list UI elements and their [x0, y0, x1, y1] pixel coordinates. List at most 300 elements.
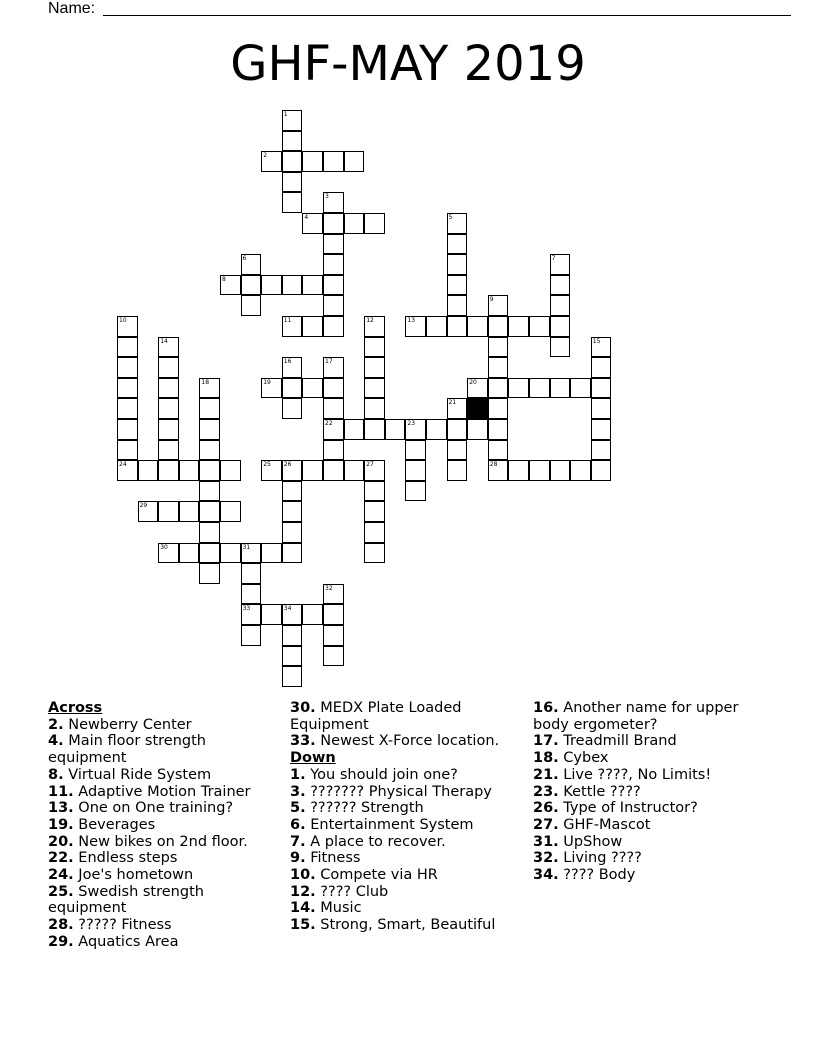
- grid-cell[interactable]: [138, 460, 159, 481]
- clue-number: 2.: [48, 716, 64, 733]
- grid-cell[interactable]: [529, 316, 550, 337]
- grid-cell[interactable]: [261, 151, 282, 172]
- grid-cell[interactable]: [282, 646, 303, 667]
- grid-cell[interactable]: [261, 543, 282, 564]
- grid-cell[interactable]: [405, 481, 426, 502]
- clue-text: Newberry Center: [63, 716, 192, 733]
- grid-cell[interactable]: [117, 419, 138, 440]
- grid-cell[interactable]: [302, 151, 323, 172]
- clue-item: [533, 850, 758, 867]
- grid-cell[interactable]: [529, 460, 550, 481]
- clue-number: 7.: [290, 833, 306, 850]
- grid-cell[interactable]: [550, 254, 571, 275]
- clue-number: 11.: [48, 783, 74, 800]
- clue-number: 20.: [48, 833, 74, 850]
- cell-number: 1: [283, 111, 288, 118]
- grid-cell[interactable]: [447, 275, 468, 296]
- cell-number: 31: [242, 543, 251, 551]
- grid-cell[interactable]: [508, 460, 529, 481]
- grid-cell[interactable]: [302, 316, 323, 337]
- clue-number: 3.: [290, 783, 306, 800]
- grid-cell[interactable]: [467, 378, 488, 399]
- grid-cell[interactable]: [241, 543, 262, 564]
- grid-cell[interactable]: [323, 604, 344, 625]
- cell-number: 18: [201, 378, 210, 386]
- grid-cell[interactable]: [199, 419, 220, 440]
- grid-cell[interactable]: [241, 295, 262, 316]
- grid-cell[interactable]: [550, 316, 571, 337]
- grid-cell[interactable]: [550, 378, 571, 399]
- grid-cell[interactable]: [261, 604, 282, 625]
- cell-number: 14: [160, 337, 168, 345]
- grid-cell[interactable]: [323, 295, 344, 316]
- grid-cell[interactable]: [199, 378, 220, 399]
- grid-cell[interactable]: [405, 440, 426, 461]
- grid-cell[interactable]: [467, 316, 488, 337]
- clue-number: 32.: [533, 850, 559, 867]
- grid-cell[interactable]: [158, 419, 179, 440]
- clue-number: 18.: [533, 750, 559, 767]
- grid-cell[interactable]: [447, 295, 468, 316]
- grid-cell[interactable]: [282, 604, 303, 625]
- grid-cell[interactable]: [199, 501, 220, 522]
- clue-number: 13.: [48, 800, 74, 817]
- cell-number: 5: [448, 214, 453, 221]
- grid-cell[interactable]: [447, 234, 468, 255]
- grid-cell[interactable]: [282, 378, 303, 399]
- grid-cell[interactable]: [302, 378, 323, 399]
- grid-cell[interactable]: [323, 625, 344, 646]
- grid-cell[interactable]: [179, 543, 200, 564]
- clue-text: Main floor strength equipment: [48, 733, 206, 767]
- grid-cell[interactable]: [323, 192, 344, 213]
- clue-text: Entertainment System: [305, 816, 474, 833]
- clue-text: ???? Club: [315, 883, 389, 900]
- clue-item: [48, 884, 273, 917]
- grid-cell[interactable]: [591, 398, 612, 419]
- grid-cell[interactable]: [591, 378, 612, 399]
- cell-number: 26: [283, 461, 292, 469]
- grid-cell[interactable]: [179, 460, 200, 481]
- grid-cell[interactable]: [323, 151, 344, 172]
- grid-cell[interactable]: [282, 501, 303, 522]
- clue-number: 25.: [48, 883, 74, 900]
- grid-cell[interactable]: [282, 192, 303, 213]
- clue-text: Endless steps: [73, 850, 178, 867]
- grid-cell[interactable]: [241, 584, 262, 605]
- grid-cell[interactable]: [488, 357, 509, 378]
- clue-item: [290, 733, 515, 750]
- cell-number: 6: [242, 255, 247, 263]
- grid-cell[interactable]: [364, 316, 385, 337]
- clues-column-1: [48, 700, 273, 951]
- clue-text: You should join one?: [305, 766, 458, 783]
- grid-cell[interactable]: [199, 481, 220, 502]
- clues-column-2: [290, 700, 515, 934]
- clue-item: [48, 767, 273, 784]
- clue-item: [290, 767, 515, 784]
- clue-number: 29.: [48, 933, 74, 950]
- grid-cell[interactable]: [447, 254, 468, 275]
- clue-item: [48, 850, 273, 867]
- clue-item: [290, 884, 515, 901]
- clue-text: Music: [315, 900, 362, 917]
- clue-item: [533, 817, 758, 834]
- grid-cell[interactable]: [364, 481, 385, 502]
- grid-cell[interactable]: [199, 460, 220, 481]
- clue-item: [48, 934, 273, 951]
- grid-cell[interactable]: [241, 604, 262, 625]
- clue-number: 16.: [533, 700, 559, 716]
- cell-number: 12: [366, 317, 374, 324]
- clue-number: 8.: [48, 766, 64, 783]
- grid-cell[interactable]: [282, 481, 303, 502]
- clue-item: [533, 700, 758, 733]
- clue-text: Compete via HR: [315, 867, 438, 884]
- grid-cell[interactable]: [488, 398, 509, 419]
- clue-item: [290, 900, 515, 917]
- grid-cell[interactable]: [158, 398, 179, 419]
- clue-item: [290, 700, 515, 733]
- clue-text: Kettle ????: [558, 783, 641, 800]
- cell-number: 17: [325, 358, 333, 366]
- clue-number: 9.: [290, 850, 306, 867]
- cell-number: 20: [469, 378, 477, 386]
- grid-cell[interactable]: [282, 275, 303, 296]
- clue-number: 10.: [290, 867, 316, 884]
- clue-item: [533, 784, 758, 801]
- clue-item: [290, 834, 515, 851]
- grid-cell[interactable]: [282, 543, 303, 564]
- grid-cell[interactable]: [488, 440, 509, 461]
- grid-cell[interactable]: [117, 378, 138, 399]
- grid-cell[interactable]: [241, 254, 262, 275]
- cell-number: 25: [263, 461, 271, 469]
- grid-cell[interactable]: [447, 419, 468, 440]
- grid-cell[interactable]: [117, 460, 138, 481]
- clue-number: 14.: [290, 900, 316, 917]
- grid-cell[interactable]: [508, 316, 529, 337]
- clue-number: 17.: [533, 733, 559, 750]
- grid-cell[interactable]: [405, 460, 426, 481]
- grid-cell[interactable]: [447, 213, 468, 234]
- grid-cell[interactable]: [570, 378, 591, 399]
- grid-cell[interactable]: [199, 522, 220, 543]
- grid-cell[interactable]: [282, 151, 303, 172]
- grid-cell[interactable]: [158, 440, 179, 461]
- clue-number: 21.: [533, 766, 559, 783]
- grid-cell[interactable]: [323, 378, 344, 399]
- cell-number: 4: [304, 214, 309, 221]
- clue-item: [533, 867, 758, 884]
- clue-text: Virtual Ride System: [63, 766, 212, 783]
- grid-cell[interactable]: [282, 460, 303, 481]
- clue-text: GHF-Mascot: [558, 816, 651, 833]
- clue-item: [48, 800, 273, 817]
- grid-cell[interactable]: [570, 460, 591, 481]
- grid-cell[interactable]: [364, 213, 385, 234]
- grid-cell[interactable]: [488, 419, 509, 440]
- cell-number: 34: [283, 605, 292, 613]
- cell-number: 30: [160, 543, 168, 551]
- grid-cell[interactable]: [364, 501, 385, 522]
- cell-number: 9: [489, 296, 494, 304]
- clue-text: A place to recover.: [305, 833, 446, 850]
- grid-cell[interactable]: [344, 460, 365, 481]
- grid-cell[interactable]: [158, 357, 179, 378]
- clue-item: [290, 850, 515, 867]
- grid-cell[interactable]: [529, 378, 550, 399]
- clue-item: [48, 917, 273, 934]
- grid-cell[interactable]: [323, 357, 344, 378]
- cell-number: 19: [263, 378, 271, 386]
- clue-number: 19.: [48, 816, 74, 833]
- clue-item: [48, 733, 273, 766]
- grid-cell[interactable]: [323, 275, 344, 296]
- grid-cell[interactable]: [508, 378, 529, 399]
- clue-text: ??????? Physical Therapy: [305, 783, 492, 800]
- grid-cell[interactable]: [220, 501, 241, 522]
- cell-number: 2: [263, 152, 268, 160]
- clue-item: [290, 867, 515, 884]
- clue-text: One on One training?: [73, 800, 234, 817]
- clue-item: [48, 867, 273, 884]
- grid-cell[interactable]: [447, 398, 468, 419]
- grid-cell[interactable]: [405, 419, 426, 440]
- grid-cell[interactable]: [199, 398, 220, 419]
- grid-cell[interactable]: [591, 460, 612, 481]
- cell-number: 13: [407, 317, 416, 324]
- cell-number: 27: [366, 461, 374, 469]
- clue-number: 27.: [533, 816, 559, 833]
- grid-cell[interactable]: [117, 440, 138, 461]
- grid-cell[interactable]: [364, 337, 385, 358]
- grid-cell[interactable]: [220, 460, 241, 481]
- grid-cell[interactable]: [488, 295, 509, 316]
- clue-text: MEDX Plate Loaded Equipment: [290, 700, 462, 733]
- clue-number: 23.: [533, 783, 559, 800]
- cell-number: 29: [139, 502, 148, 510]
- clue-number: 12.: [290, 883, 316, 900]
- grid-cell[interactable]: [282, 316, 303, 337]
- grid-cell[interactable]: [344, 419, 365, 440]
- grid-cell[interactable]: [488, 316, 509, 337]
- grid-cell[interactable]: [591, 357, 612, 378]
- grid-cell[interactable]: [488, 460, 509, 481]
- clue-text: ?????? Strength: [305, 800, 424, 817]
- grid-cell[interactable]: [323, 213, 344, 234]
- clue-number: 1.: [290, 766, 306, 783]
- grid-cell[interactable]: [261, 275, 282, 296]
- grid-cell[interactable]: [591, 419, 612, 440]
- grid-block: [467, 398, 488, 419]
- grid-cell[interactable]: [323, 234, 344, 255]
- clue-item: [533, 733, 758, 750]
- cell-number: 3: [325, 193, 329, 201]
- clue-item: [533, 767, 758, 784]
- grid-cell[interactable]: [282, 398, 303, 419]
- grid-cell[interactable]: [220, 543, 241, 564]
- grid-cell[interactable]: [323, 316, 344, 337]
- grid-cell[interactable]: [117, 398, 138, 419]
- grid-cell[interactable]: [158, 337, 179, 358]
- grid-cell[interactable]: [282, 131, 303, 152]
- grid-cell[interactable]: [158, 378, 179, 399]
- grid-cell[interactable]: [199, 563, 220, 584]
- grid-cell[interactable]: [241, 563, 262, 584]
- clue-text: Swedish strength equipment: [48, 883, 204, 917]
- cell-number: 10: [119, 317, 127, 324]
- grid-cell[interactable]: [302, 604, 323, 625]
- grid-cell[interactable]: [282, 522, 303, 543]
- grid-cell[interactable]: [158, 501, 179, 522]
- grid-cell[interactable]: [364, 378, 385, 399]
- clue-text: ???? Body: [558, 867, 636, 884]
- grid-cell[interactable]: [405, 316, 426, 337]
- clue-number: 30.: [290, 700, 316, 716]
- grid-cell[interactable]: [261, 378, 282, 399]
- grid-cell[interactable]: [385, 419, 406, 440]
- grid-cell[interactable]: [282, 172, 303, 193]
- grid-cell[interactable]: [364, 460, 385, 481]
- clue-text: Living ????: [558, 850, 642, 867]
- grid-cell[interactable]: [282, 357, 303, 378]
- grid-cell[interactable]: [323, 419, 344, 440]
- grid-cell[interactable]: [591, 337, 612, 358]
- grid-cell[interactable]: [323, 398, 344, 419]
- grid-cell[interactable]: [488, 378, 509, 399]
- grid-cell[interactable]: [323, 254, 344, 275]
- grid-cell[interactable]: [364, 543, 385, 564]
- grid-cell[interactable]: [323, 460, 344, 481]
- cell-number: 7: [551, 255, 556, 263]
- clue-item: [48, 817, 273, 834]
- clue-item: [533, 750, 758, 767]
- grid-cell[interactable]: [447, 316, 468, 337]
- clue-item: [533, 800, 758, 817]
- grid-cell[interactable]: [426, 316, 447, 337]
- name-label: Name:: [48, 0, 96, 17]
- grid-cell[interactable]: [323, 440, 344, 461]
- grid-cell[interactable]: [117, 337, 138, 358]
- grid-cell[interactable]: [158, 543, 179, 564]
- grid-cell[interactable]: [158, 460, 179, 481]
- grid-cell[interactable]: [323, 584, 344, 605]
- clue-text: Aquatics Area: [73, 933, 179, 950]
- grid-cell[interactable]: [199, 543, 220, 564]
- clue-number: 24.: [48, 867, 74, 884]
- clue-item: [48, 717, 273, 734]
- cell-number: 8: [222, 275, 226, 283]
- clue-number: 4.: [48, 733, 64, 750]
- clue-item: [290, 784, 515, 801]
- grid-cell[interactable]: [447, 460, 468, 481]
- grid-cell[interactable]: [199, 440, 220, 461]
- grid-cell[interactable]: [550, 460, 571, 481]
- puzzle-title: GHF-MAY 2019: [230, 36, 586, 92]
- grid-cell[interactable]: [241, 625, 262, 646]
- grid-cell[interactable]: [302, 275, 323, 296]
- clue-number: 26.: [533, 800, 559, 817]
- grid-cell[interactable]: [550, 275, 571, 296]
- clues-column-3: [533, 700, 758, 884]
- grid-cell[interactable]: [550, 337, 571, 358]
- clue-number: 5.: [290, 800, 306, 817]
- across-heading: Across: [48, 700, 103, 716]
- grid-cell[interactable]: [344, 151, 365, 172]
- clue-item: [48, 834, 273, 851]
- grid-cell[interactable]: [117, 357, 138, 378]
- clue-text: New bikes on 2nd floor.: [73, 833, 248, 850]
- grid-cell[interactable]: [323, 646, 344, 667]
- clue-text: Fitness: [305, 850, 361, 867]
- grid-cell[interactable]: [591, 440, 612, 461]
- clue-item: [290, 917, 515, 934]
- grid-cell[interactable]: [426, 419, 447, 440]
- clue-text: Cybex: [558, 750, 609, 767]
- grid-cell[interactable]: [344, 213, 365, 234]
- grid-cell[interactable]: [364, 419, 385, 440]
- cell-number: 24: [119, 461, 127, 469]
- clue-text: Joe's hometown: [73, 867, 194, 884]
- clue-number: 15.: [290, 917, 316, 934]
- grid-cell[interactable]: [302, 213, 323, 234]
- grid-cell[interactable]: [282, 666, 303, 687]
- clue-text: Adaptive Motion Trainer: [73, 783, 251, 800]
- clue-text: ????? Fitness: [73, 917, 172, 934]
- grid-cell[interactable]: [550, 295, 571, 316]
- grid-cell[interactable]: [467, 419, 488, 440]
- cell-number: 28: [489, 461, 498, 469]
- clue-item: [48, 784, 273, 801]
- clue-text: Beverages: [73, 816, 156, 833]
- clue-text: Newest X-Force location.: [315, 733, 500, 750]
- grid-cell[interactable]: [282, 110, 303, 131]
- grid-cell[interactable]: [447, 440, 468, 461]
- grid-cell[interactable]: [364, 398, 385, 419]
- cell-number: 23: [407, 420, 416, 427]
- clue-number: 6.: [290, 816, 306, 833]
- cell-number: 21: [448, 399, 457, 407]
- down-heading: Down: [290, 750, 336, 767]
- grid-cell[interactable]: [488, 337, 509, 358]
- clue-number: 22.: [48, 850, 74, 867]
- cell-number: 16: [283, 358, 292, 366]
- clue-item: [533, 834, 758, 851]
- grid-cell[interactable]: [138, 501, 159, 522]
- clue-text: Live ????, No Limits!: [558, 766, 712, 783]
- clue-number: 34.: [533, 867, 559, 884]
- cell-number: 11: [283, 317, 292, 324]
- clue-text: UpShow: [558, 833, 623, 850]
- cell-number: 32: [325, 584, 333, 592]
- clue-text: Strong, Smart, Beautiful: [315, 917, 496, 934]
- grid-cell[interactable]: [302, 460, 323, 481]
- clue-text: Treadmill Brand: [558, 733, 677, 750]
- cell-number: 33: [242, 605, 251, 613]
- grid-cell[interactable]: [364, 522, 385, 543]
- cell-number: 22: [325, 420, 333, 427]
- grid-cell[interactable]: [220, 275, 241, 296]
- grid-cell[interactable]: [117, 316, 138, 337]
- clue-number: 28.: [48, 917, 74, 934]
- grid-cell[interactable]: [241, 275, 262, 296]
- grid-cell[interactable]: [179, 501, 200, 522]
- grid-cell[interactable]: [282, 625, 303, 646]
- grid-cell[interactable]: [364, 357, 385, 378]
- grid-cell[interactable]: [261, 460, 282, 481]
- clue-item: [290, 817, 515, 834]
